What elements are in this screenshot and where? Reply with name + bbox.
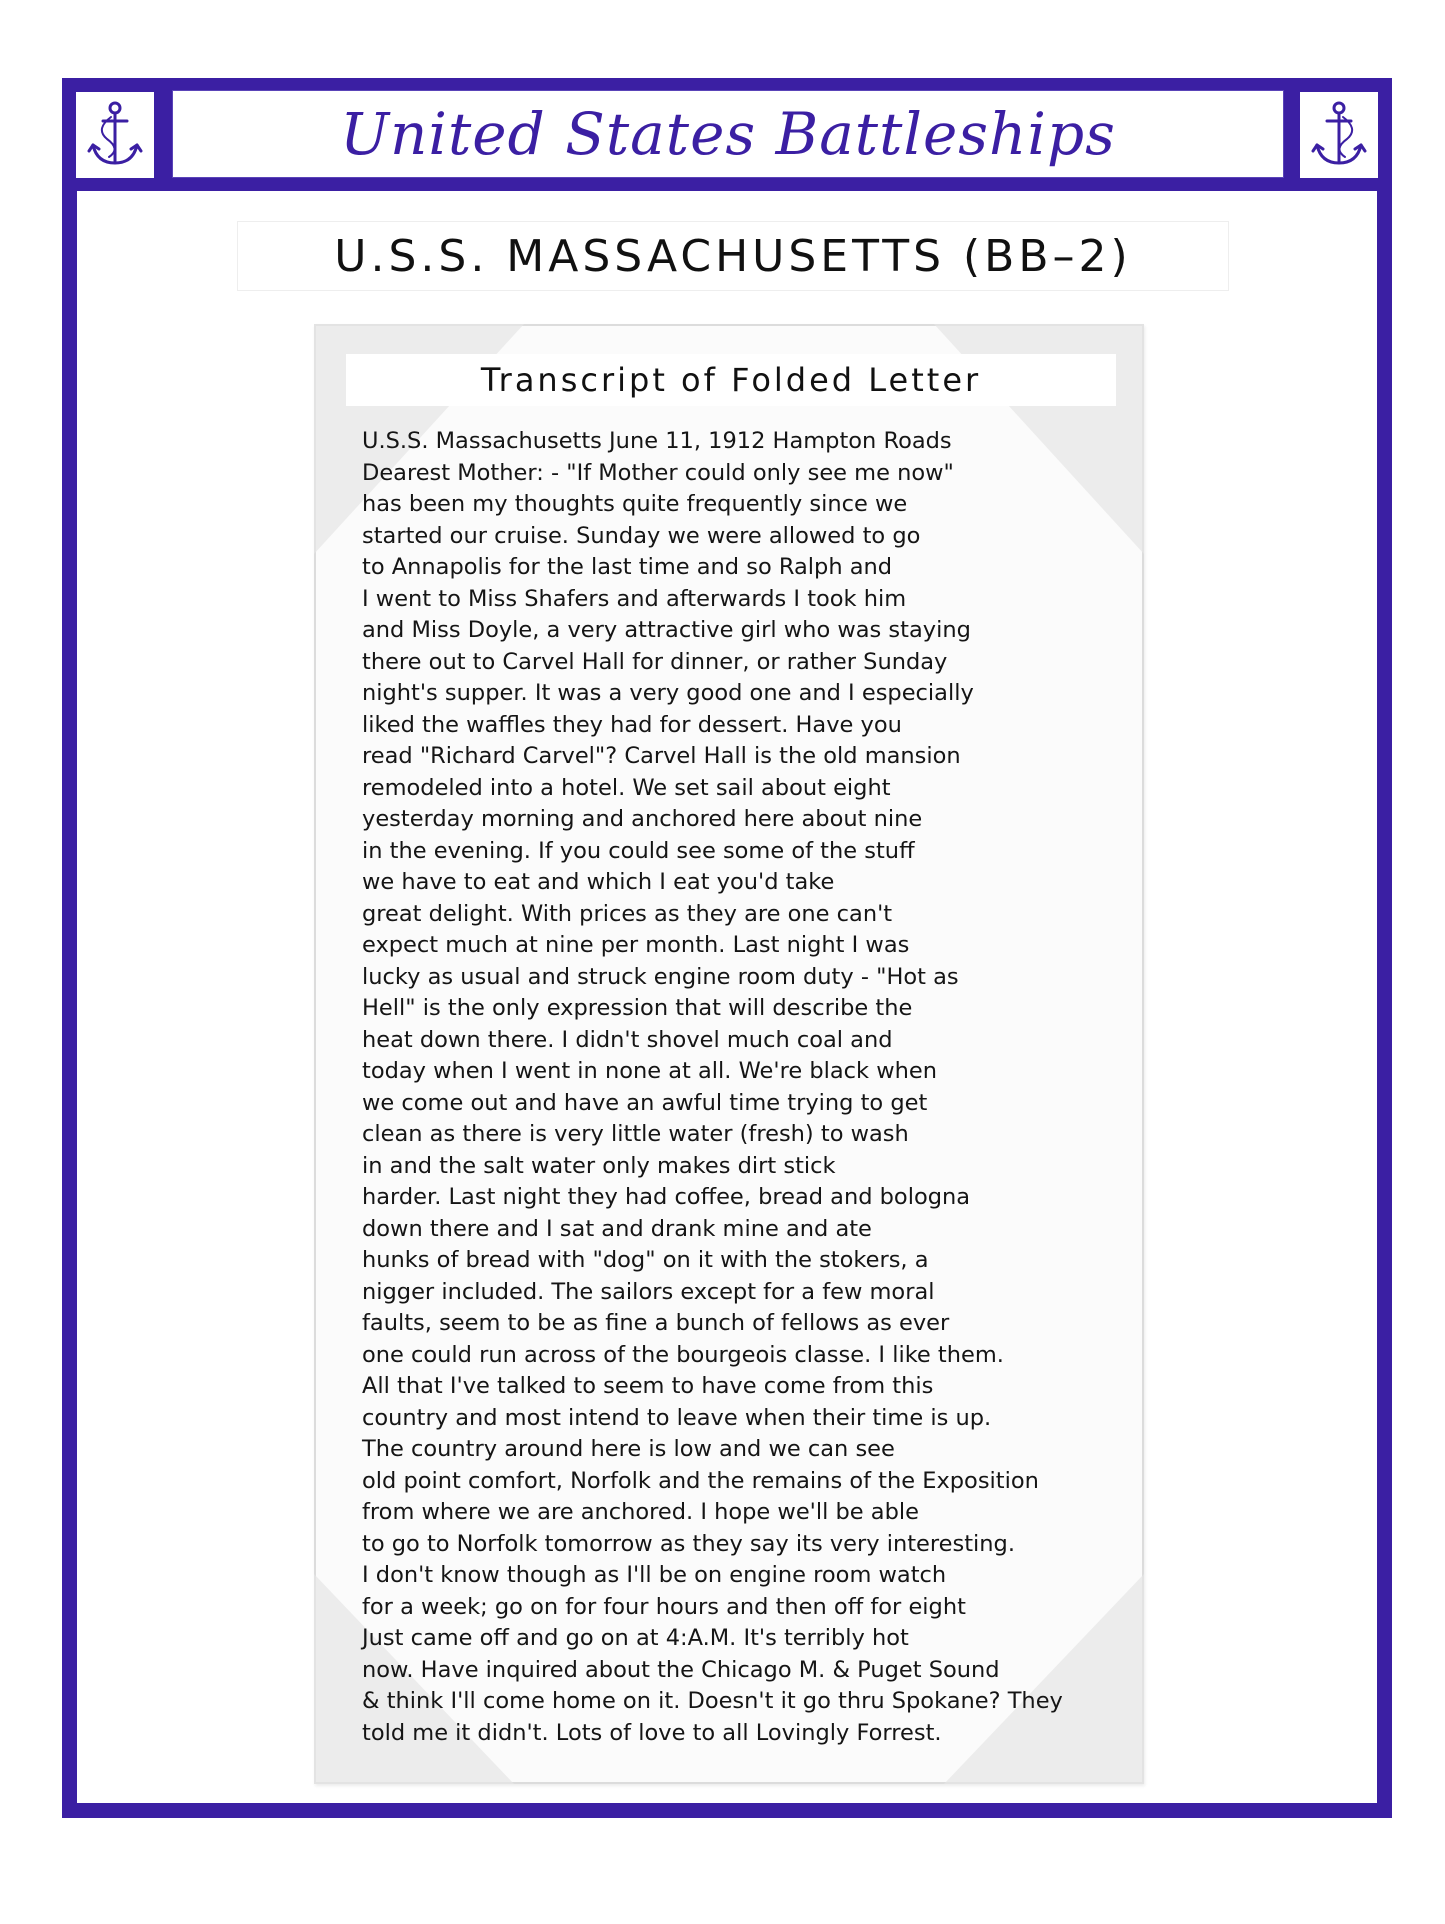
letter-line: old point comfort, Norfolk and the remains of the Exposition	[362, 1467, 1039, 1494]
card-title: Transcript of Folded Letter	[480, 361, 982, 399]
anchor-box-left	[76, 92, 154, 178]
letter-line: we have to eat and which I eat you'd take	[362, 869, 835, 895]
letter-line: I went to Miss Shafers and afterwards I took him	[362, 585, 907, 612]
letter-line: U.S.S. Massachusetts June 11, 1912 Hampton Roads	[362, 428, 952, 454]
ship-name-label	[238, 222, 1228, 290]
letter-line: I don't know though as I'll be on engine room watch	[362, 1562, 947, 1588]
letter-line: read "Richard Carvel"? Carvel Hall is the old mansion	[362, 743, 961, 769]
page-title: United States Battleships	[340, 100, 1116, 168]
letter-line: to Annapolis for the last time and so Ralph and	[362, 554, 893, 580]
letter-line: down there and I sat and drank mine and ate	[362, 1215, 872, 1242]
letter-line: in the evening. If you could see some of the stuff	[362, 837, 915, 864]
letter-line: yesterday morning and anchored here about nine	[362, 806, 923, 832]
letter-line: great delight. With prices as they are one can't	[362, 900, 893, 927]
card-header	[346, 354, 1116, 406]
letter-line: and Miss Doyle, a very attractive girl who was staying	[362, 617, 971, 643]
letter-line: heat down there. I didn't shovel much coal and	[362, 1026, 893, 1053]
anchor-icon	[1308, 99, 1370, 171]
letter-line: lucky as usual and struck engine room duty - "Hot as	[362, 963, 959, 990]
letter-line: Hell" is the only expression that will describe the	[362, 995, 913, 1021]
letter-line: remodeled into a hotel. We set sail about eight	[362, 774, 891, 801]
letter-line: All that I've talked to seem to have come from this	[362, 1373, 934, 1399]
letter-line: Just came off and go on at 4:A.M. It's terribly hot	[362, 1625, 909, 1651]
anchor-box-right	[1300, 92, 1378, 178]
letter-line: harder. Last night they had coffee, bread and bologna	[362, 1184, 971, 1210]
header-banner	[172, 90, 1284, 178]
letter-line: from where we are anchored. I hope we'll be able	[362, 1499, 919, 1525]
letter-line: nigger included. The sailors except for a few moral	[362, 1278, 935, 1305]
letter-line: to go to Norfolk tomorrow as they say its very interesting.	[362, 1530, 1015, 1557]
letter-line: country and most intend to leave when their time is up.	[362, 1404, 992, 1431]
letter-line: today when I went in none at all. We're black when	[362, 1058, 937, 1084]
letter-line: there out to Carvel Hall for dinner, or rather Sunday	[362, 648, 948, 675]
ship-name-text: U.S.S. MASSACHUSETTS (BB–2)	[334, 230, 1132, 282]
letter-line: told me it didn't. Lots of love to all Lovingly Forrest.	[362, 1719, 942, 1746]
letter-line: started our cruise. Sunday we were allowed to go	[362, 522, 921, 549]
letter-line: for a week; go on for four hours and then off for eight	[362, 1593, 966, 1620]
anchor-icon	[84, 99, 146, 171]
letter-line: faults, seem to be as fine a bunch of fellows as ever	[362, 1310, 950, 1336]
letter-card	[314, 324, 1144, 1784]
letter-line: one could run across of the bourgeois classe. I like them.	[362, 1341, 1004, 1368]
letter-line: & think I'll come home on it. Doesn't it go thru Spokane? They	[362, 1688, 1063, 1714]
letter-line: liked the waffles they had for dessert. Have you	[362, 711, 902, 738]
letter-line: hunks of bread with "dog" on it with the stokers, a	[362, 1247, 929, 1273]
letter-line: in and the salt water only makes dirt stick	[362, 1152, 836, 1179]
letter-line: Dearest Mother: - "If Mother could only see me now"	[362, 459, 954, 486]
letter-line: expect much at nine per month. Last night I was	[362, 932, 910, 958]
letter-line: now. Have inquired about the Chicago M. & Puget Sound	[362, 1656, 1000, 1683]
letter-line: The country around here is low and we can see	[362, 1436, 895, 1462]
letter-line: night's supper. It was a very good one and I especially	[362, 680, 974, 706]
letter-line: we come out and have an awful time trying to get	[362, 1089, 928, 1116]
letter-text	[362, 426, 1132, 1749]
letter-line: has been my thoughts quite frequently since we	[362, 491, 908, 517]
letter-line: clean as there is very little water (fresh) to wash	[362, 1121, 909, 1147]
